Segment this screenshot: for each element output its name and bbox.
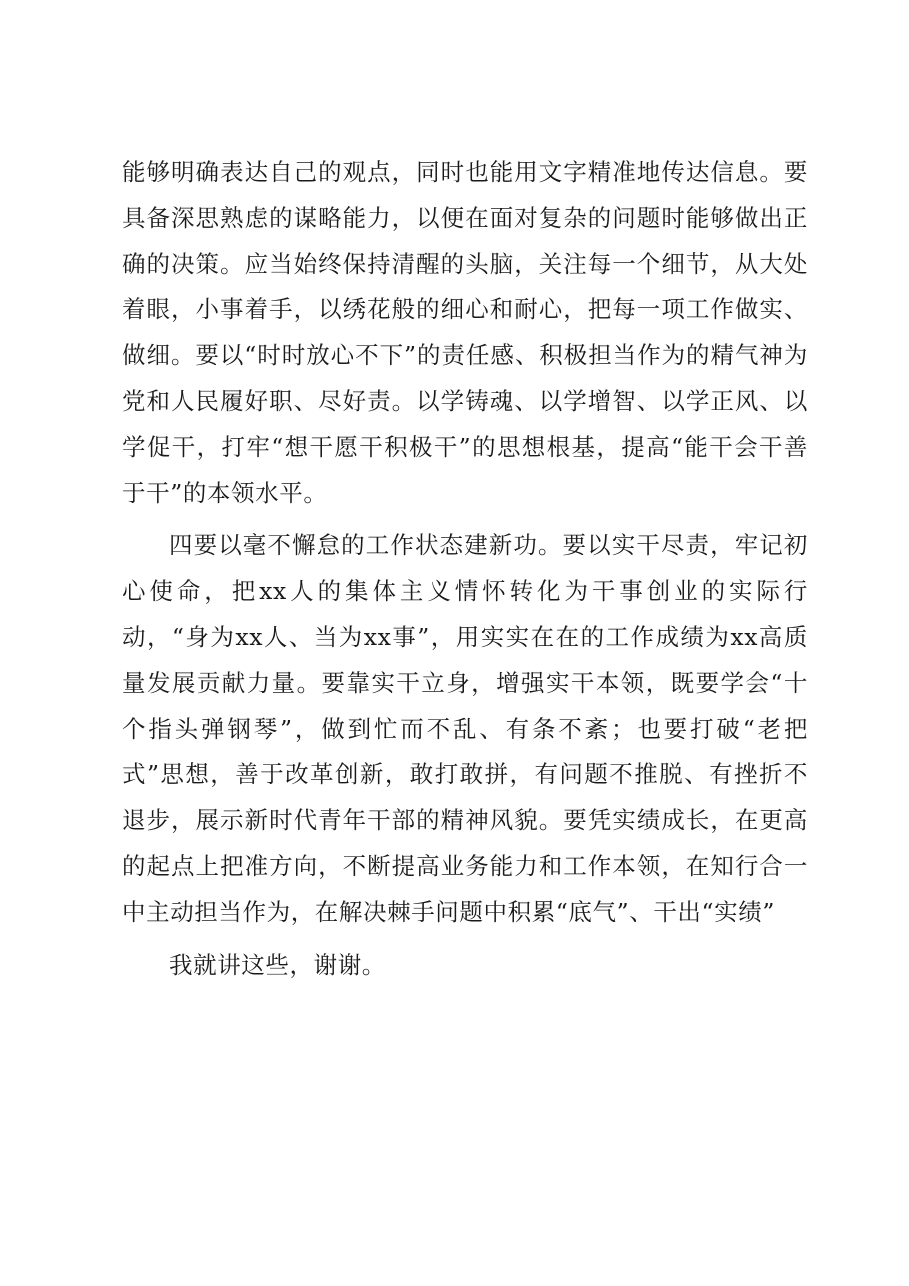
paragraph-closing: 我就讲这些，谢谢。 [169, 950, 386, 979]
document-body [122, 150, 808, 988]
paragraph-point-four: 四要以毫不懈怠的工作状态建新功。要以实干尽责，牢记初心使命，把xx人的集体主义情怀转化为干事创业的实际行动，“身为xx人、当为xx事”，用实实在在的工作成绩为xx高质量发展贡献力量。要靠实干立身，增强实干本领，既要学会“十个指头弹钢琴”，做到忙而不乱、有条不紊；也要打破“老把式”思想，善于改革创新，敢打敢拼，有问题不推脱、有挫折不退步，展示新时代青年干部的精神风貌。要凭实绩成长，在更高的起点上把准方向，不断提高业务能力和工作本领，在知行合一中主动担当作为，在解决棘手问题中积累“底气”、干出“实绩” [122, 531, 808, 926]
paragraph-continued: 能够明确表达自己的观点，同时也能用文字精准地传达信息。要具备深思熟虑的谋略能力，以便在面对复杂的问题时能够做出正确的决策。应当始终保持清醒的头脑，关注每一个细节，从大处着眼，小事着手，以绣花般的细心和耐心，把每一项工作做实、做细。要以“时时放心不下”的责任感、积极担当作为的精气神为党和人民履好职、尽好责。以学铸魂、以学增智、以学正风、以学促干，打牢“想干愿干积极干”的思想根基，提高“能干会干善于干”的本领水平。 [122, 158, 808, 507]
